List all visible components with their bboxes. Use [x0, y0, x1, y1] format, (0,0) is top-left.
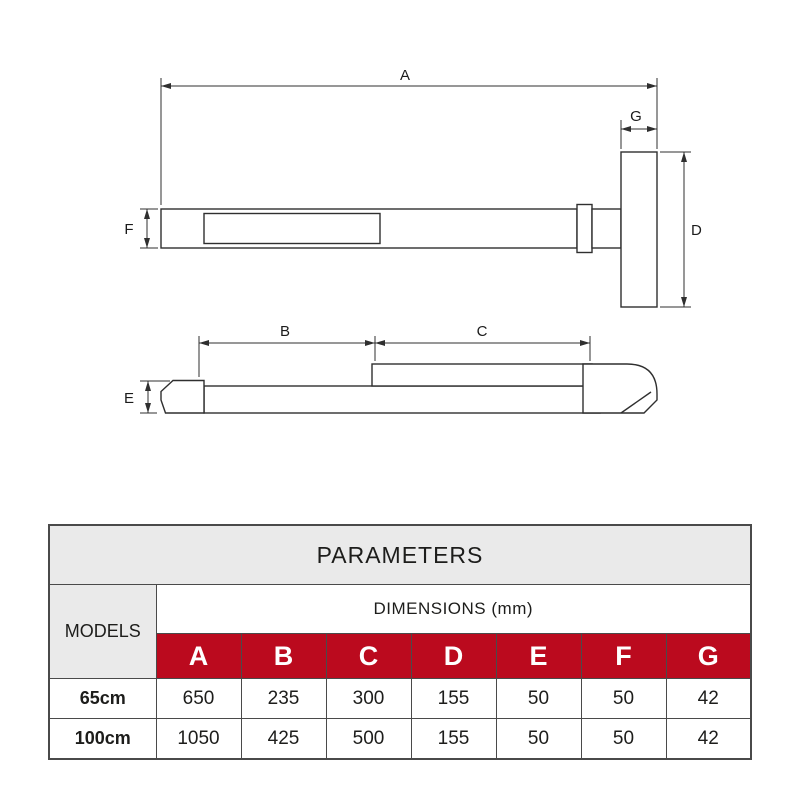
table-row — [49, 679, 751, 719]
value-cell-c: 300 — [326, 679, 411, 719]
value-cell-e: 50 — [496, 679, 581, 719]
column-header-g: G — [666, 634, 751, 679]
dim-label-b: B — [279, 323, 291, 340]
value-cell-f: 50 — [581, 719, 666, 760]
value-cell-b: 425 — [241, 719, 326, 760]
dim-label-f: F — [124, 221, 134, 238]
value-cell-b: 235 — [241, 679, 326, 719]
top-rail — [372, 364, 592, 386]
right-end-cap — [583, 364, 657, 413]
column-header-d: D — [411, 634, 496, 679]
parameters-table — [48, 524, 752, 760]
value-cell-f: 50 — [581, 679, 666, 719]
side-view — [161, 364, 657, 413]
model-cell: 65cm — [49, 679, 156, 719]
dim-label-d: D — [691, 222, 702, 239]
value-cell-a: 650 — [156, 679, 241, 719]
value-cell-g: 42 — [666, 679, 751, 719]
model-cell: 100cm — [49, 719, 156, 760]
latch-head-case — [621, 152, 657, 307]
column-header-c: C — [326, 634, 411, 679]
table-row — [49, 719, 751, 760]
value-cell-e: 50 — [496, 719, 581, 760]
value-cell-d: 155 — [411, 719, 496, 760]
column-header-a: A — [156, 634, 241, 679]
left-end-cap — [161, 381, 204, 414]
column-header-b: B — [241, 634, 326, 679]
bar-body-side — [204, 386, 600, 413]
bar-end-block — [577, 205, 592, 253]
value-cell-d: 155 — [411, 679, 496, 719]
dimensions-header: DIMENSIONS (mm) — [156, 585, 751, 634]
column-header-f: F — [581, 634, 666, 679]
value-cell-a: 1050 — [156, 719, 241, 760]
push-pad — [204, 214, 380, 244]
dim-label-a: A — [399, 67, 411, 84]
table-title: PARAMETERS — [49, 525, 751, 585]
value-cell-g: 42 — [666, 719, 751, 760]
value-cell-c: 500 — [326, 719, 411, 760]
latch-connector — [592, 209, 621, 248]
front-view — [161, 152, 657, 307]
dim-label-e: E — [123, 390, 135, 407]
dim-label-c: C — [476, 323, 488, 340]
dim-label-g: G — [630, 108, 642, 125]
front-view-dimensions — [140, 78, 691, 307]
column-header-e: E — [496, 634, 581, 679]
parameters-section — [48, 524, 752, 760]
models-header: MODELS — [49, 585, 156, 679]
